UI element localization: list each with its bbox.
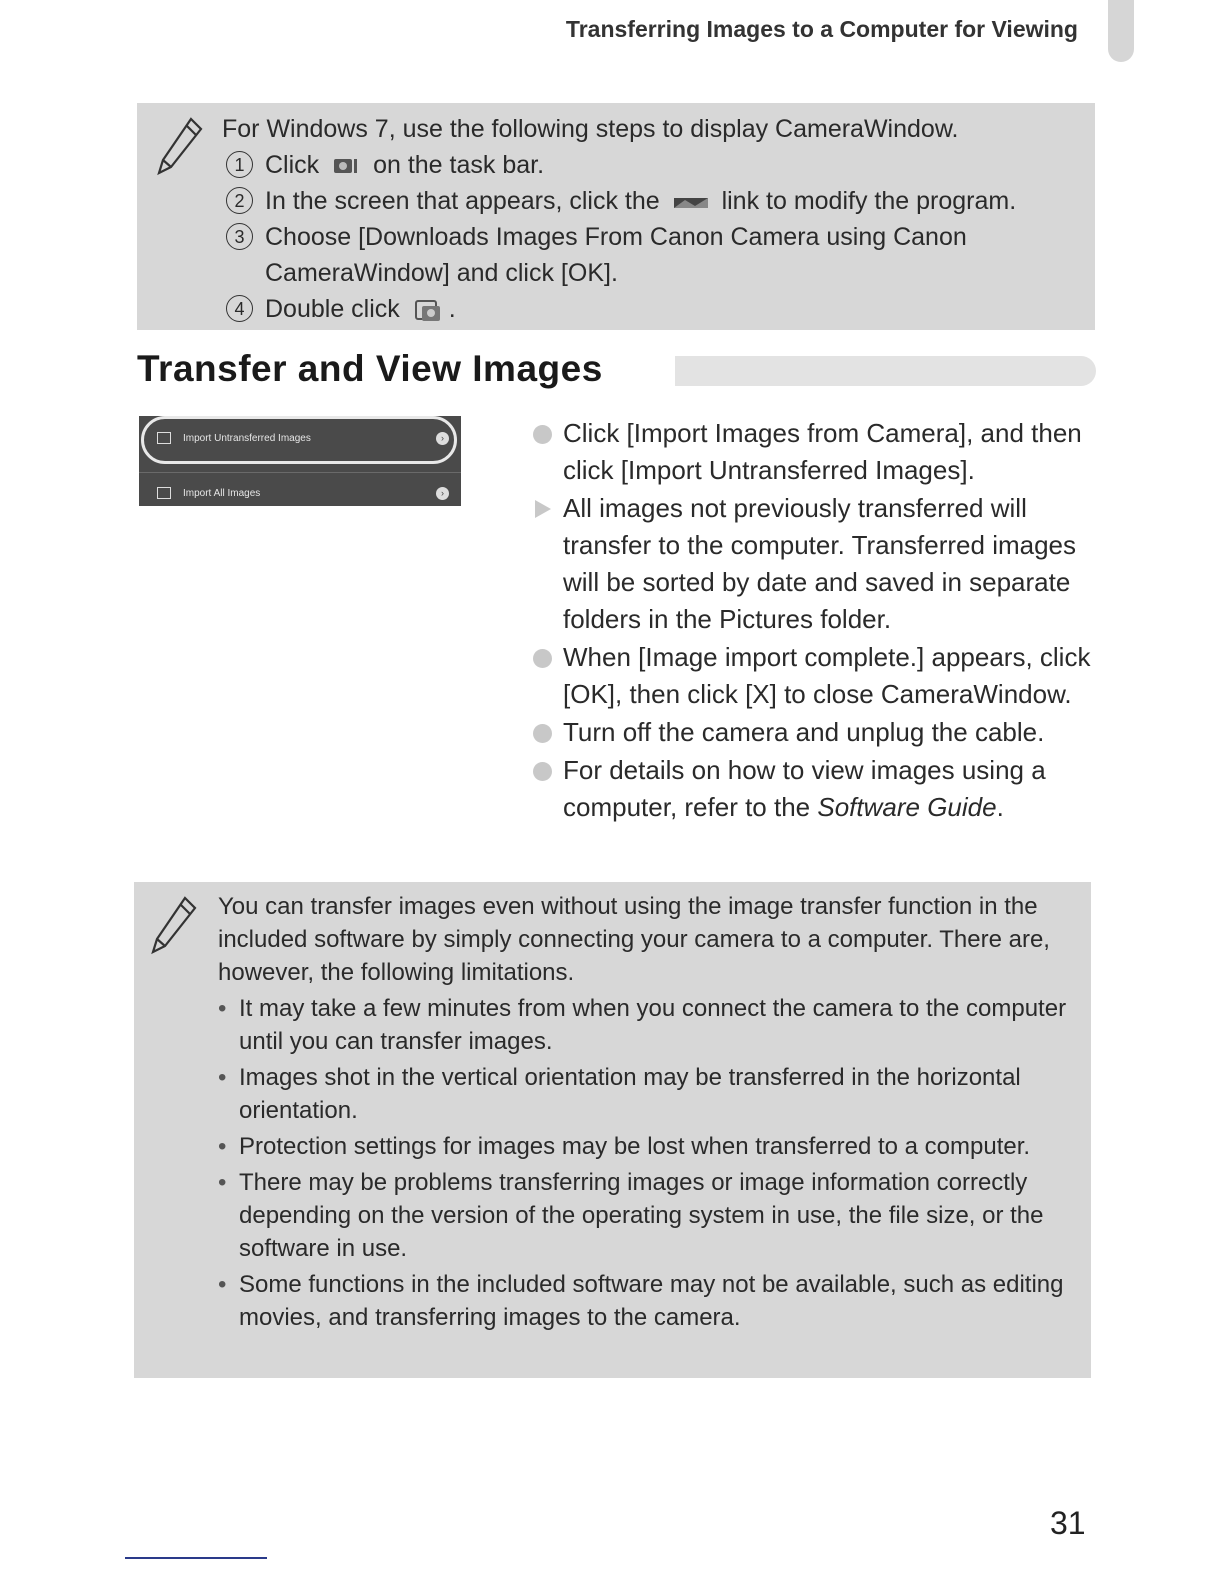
software-guide-ref: Software Guide: [817, 792, 997, 822]
camera-taskbar-icon: [332, 155, 360, 177]
bullet-dot-icon: [533, 425, 552, 444]
header-title: Transferring Images to a Computer for Viewing: [565, 16, 1078, 42]
chevron-right-icon: ›: [436, 487, 449, 500]
bullet-dot-icon: [533, 762, 552, 781]
program-link-icon: [673, 192, 709, 212]
camerawindow-app-icon: [413, 296, 443, 324]
footer-line: [125, 1557, 267, 1559]
note1-step-2: 2 In the screen that appears, click the link to modify the program.: [222, 183, 1082, 219]
instruction-list: [530, 415, 1100, 827]
import-all-button[interactable]: Import All Images ›: [139, 472, 461, 513]
list-item: • It may take a few minutes from when you connect the camera to the computer until you can transfer images.: [218, 992, 1088, 1058]
pencil-note-icon: [155, 115, 205, 177]
note1-intro: For Windows 7, use the following steps to display CameraWindow.: [222, 115, 959, 143]
bullet-dot-icon: [533, 724, 552, 743]
page-number: 31: [1050, 1505, 1086, 1541]
result-arrow-icon: [535, 500, 551, 518]
section-title: Transfer and View Images: [137, 348, 603, 389]
chapter-tab: [1108, 0, 1134, 62]
list-item: • Images shot in the vertical orientation may be transferred in the horizontal orientation.: [218, 1061, 1088, 1127]
chevron-right-icon: ›: [436, 432, 449, 445]
note1-step-4: 4 Double click .: [222, 291, 1082, 327]
note1-step-1: 1 Click on the task bar.: [222, 147, 1082, 183]
list-item: • Protection settings for images may be lost when transferred to a computer.: [218, 1130, 1088, 1163]
limitations-note: [134, 882, 1091, 1378]
windows7-note: [137, 103, 1095, 330]
grid-icon: [157, 487, 171, 499]
note1-step-3: 3 Choose [Downloads Images From Canon Camera using Canon CameraWindow] and click [OK].: [222, 219, 1082, 291]
import-untransferred-button[interactable]: Import Untransferred Images ›: [139, 418, 461, 458]
step-number: 2: [226, 187, 253, 214]
pencil-note-icon: [149, 894, 199, 956]
list-item: For details on how to view images using a computer, refer to the Software Guide.: [530, 752, 1100, 826]
list-item: Click [Import Images from Camera], and then click [Import Untransferred Images].: [530, 415, 1100, 489]
list-item: • Some functions in the included software may not be available, such as editing movies, and transferring images to the camera.: [218, 1268, 1088, 1334]
bullet-dot-icon: [533, 649, 552, 668]
list-item: • There may be problems transferring images or image information correctly depending on the version of the operating system in use, the file size, or the software in use.: [218, 1166, 1088, 1265]
camerawindow-screenshot: [139, 416, 461, 506]
step-number: 1: [226, 151, 253, 178]
note2-intro: You can transfer images even without using the image transfer function in the included software by simply connecting your camera to a computer. There are, however, the following limitations.: [218, 893, 1050, 986]
list-item: When [Image import complete.] appears, click [OK], then click [X] to close CameraWindow.: [530, 639, 1100, 713]
title-bar-decoration: [675, 356, 1096, 386]
step-number: 3: [226, 223, 253, 250]
step-number: 4: [226, 295, 253, 322]
import-icon: [157, 432, 171, 444]
list-item: All images not previously transferred will transfer to the computer. Transferred images will be sorted by date and saved in separate folders in the Pictures folder.: [530, 490, 1100, 638]
list-item: Turn off the camera and unplug the cable.: [530, 714, 1100, 751]
